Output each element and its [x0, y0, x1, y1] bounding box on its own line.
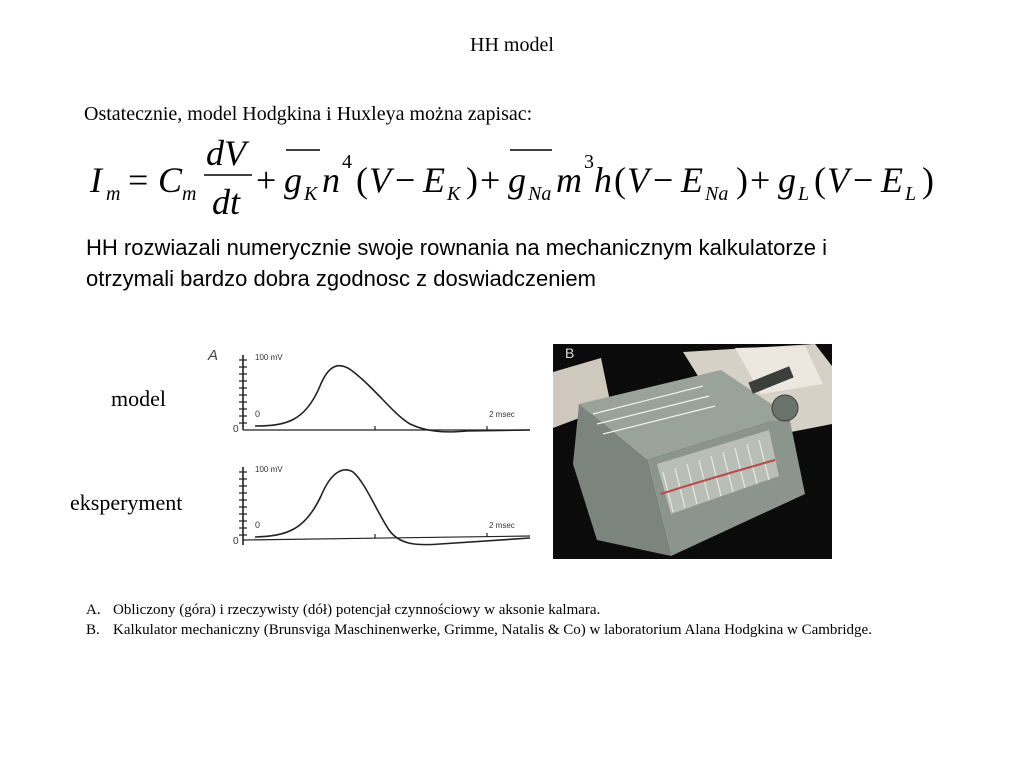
eq-subscript-na: Na — [528, 183, 552, 205]
hh-equation — [86, 132, 946, 222]
eq-current-subscript: m — [106, 183, 121, 205]
eq-exponent-3: 3 — [584, 151, 594, 173]
result-text: HH rozwiazali numerycznie swoje rownania na mechanicznym kalkulatorze i otrzymali bardzo dobra zgodnosc z doswiadczeniem — [86, 235, 827, 291]
eq-voltage-1: V — [369, 160, 391, 200]
caption-a — [86, 600, 916, 620]
eq-plus-1: + — [256, 160, 277, 200]
eq-reversal-1: E — [423, 160, 445, 200]
eq-denominator: dt — [212, 182, 241, 222]
experiment-time-label: 2 msec — [489, 521, 515, 530]
eq-voltage-2: V — [627, 160, 649, 200]
eq-gating-h: h — [594, 160, 612, 200]
eq-paren-close-2: ) — [736, 160, 748, 200]
crank-wheel — [772, 395, 798, 421]
eq-paren-open-2: ( — [614, 160, 626, 200]
label-experiment: eksperyment — [70, 490, 183, 515]
eq-reversal-2: E — [681, 160, 703, 200]
eq-minus-1: − — [395, 160, 416, 200]
eq-conductance-k: g — [284, 160, 302, 200]
panel-a-action-potential-traces — [205, 340, 535, 560]
eq-gating-n: n — [322, 160, 340, 200]
eq-paren-open-1: ( — [356, 160, 368, 200]
experiment-trace — [255, 470, 530, 545]
eq-minus-2: − — [653, 160, 674, 200]
trace-model — [239, 355, 530, 432]
eq-paren-close-1: ) — [466, 160, 478, 200]
eq-capacitance-symbol: C — [158, 160, 183, 200]
caption-b-marker: B. — [86, 622, 100, 638]
eq-subscript-na-2: Na — [705, 183, 729, 205]
caption-b-text: Kalkulator mechaniczny (Brunsviga Maschinenwerke, Grimme, Natalis & Co) w laboratorium Alana Hodgkina w Cambridge. — [113, 622, 872, 638]
model-time-ticks — [375, 426, 487, 430]
eq-plus-3: + — [750, 160, 771, 200]
eq-paren-open-3: ( — [814, 160, 826, 200]
model-axis-zero-label: 0 — [233, 424, 239, 435]
model-time-label: 2 msec — [489, 410, 515, 419]
eq-subscript-l: L — [798, 183, 810, 205]
eq-capacitance-subscript: m — [182, 183, 197, 205]
eq-paren-close-3: ) — [922, 160, 934, 200]
eq-reversal-3: E — [881, 160, 903, 200]
intro-text: Ostatecznie, model Hodgkina i Huxleya można zapisac: — [84, 103, 533, 125]
panel-b-mechanical-calculator-photo — [553, 344, 832, 559]
eq-exponent-4: 4 — [342, 151, 352, 173]
model-scale-label: 100 mV — [255, 353, 283, 362]
eq-conductance-na: g — [508, 160, 526, 200]
eq-minus-3: − — [853, 160, 874, 200]
caption-a-text: Obliczony (góra) i rzeczywisty (dół) potencjał czynnościowy w aksonie kalmara. — [113, 602, 601, 618]
panel-a-letter: A — [208, 347, 219, 364]
model-trace — [255, 366, 530, 432]
trace-experiment — [239, 467, 530, 545]
eq-gating-m: m — [556, 160, 582, 200]
experiment-scale-label: 100 mV — [255, 465, 283, 474]
experiment-axis-zero-label: 0 — [233, 536, 239, 547]
experiment-zero-label: 0 — [255, 520, 261, 530]
caption-a-marker: A. — [86, 602, 101, 618]
model-zero-label: 0 — [255, 409, 261, 419]
eq-subscript-l-2: L — [905, 183, 917, 205]
slide-title: HH model — [470, 34, 554, 56]
eq-conductance-l: g — [778, 160, 796, 200]
eq-voltage-3: V — [827, 160, 849, 200]
eq-equals: = — [128, 160, 149, 200]
eq-current-symbol: I — [90, 160, 102, 200]
caption-b — [86, 620, 916, 640]
eq-numerator: dV — [206, 133, 246, 173]
panel-b-letter: B — [565, 345, 575, 361]
label-model: model — [111, 386, 166, 411]
caption-list — [86, 600, 916, 640]
eq-subscript-k-2: K — [447, 183, 461, 205]
eq-subscript-k: K — [304, 183, 318, 205]
eq-plus-2: + — [480, 160, 501, 200]
